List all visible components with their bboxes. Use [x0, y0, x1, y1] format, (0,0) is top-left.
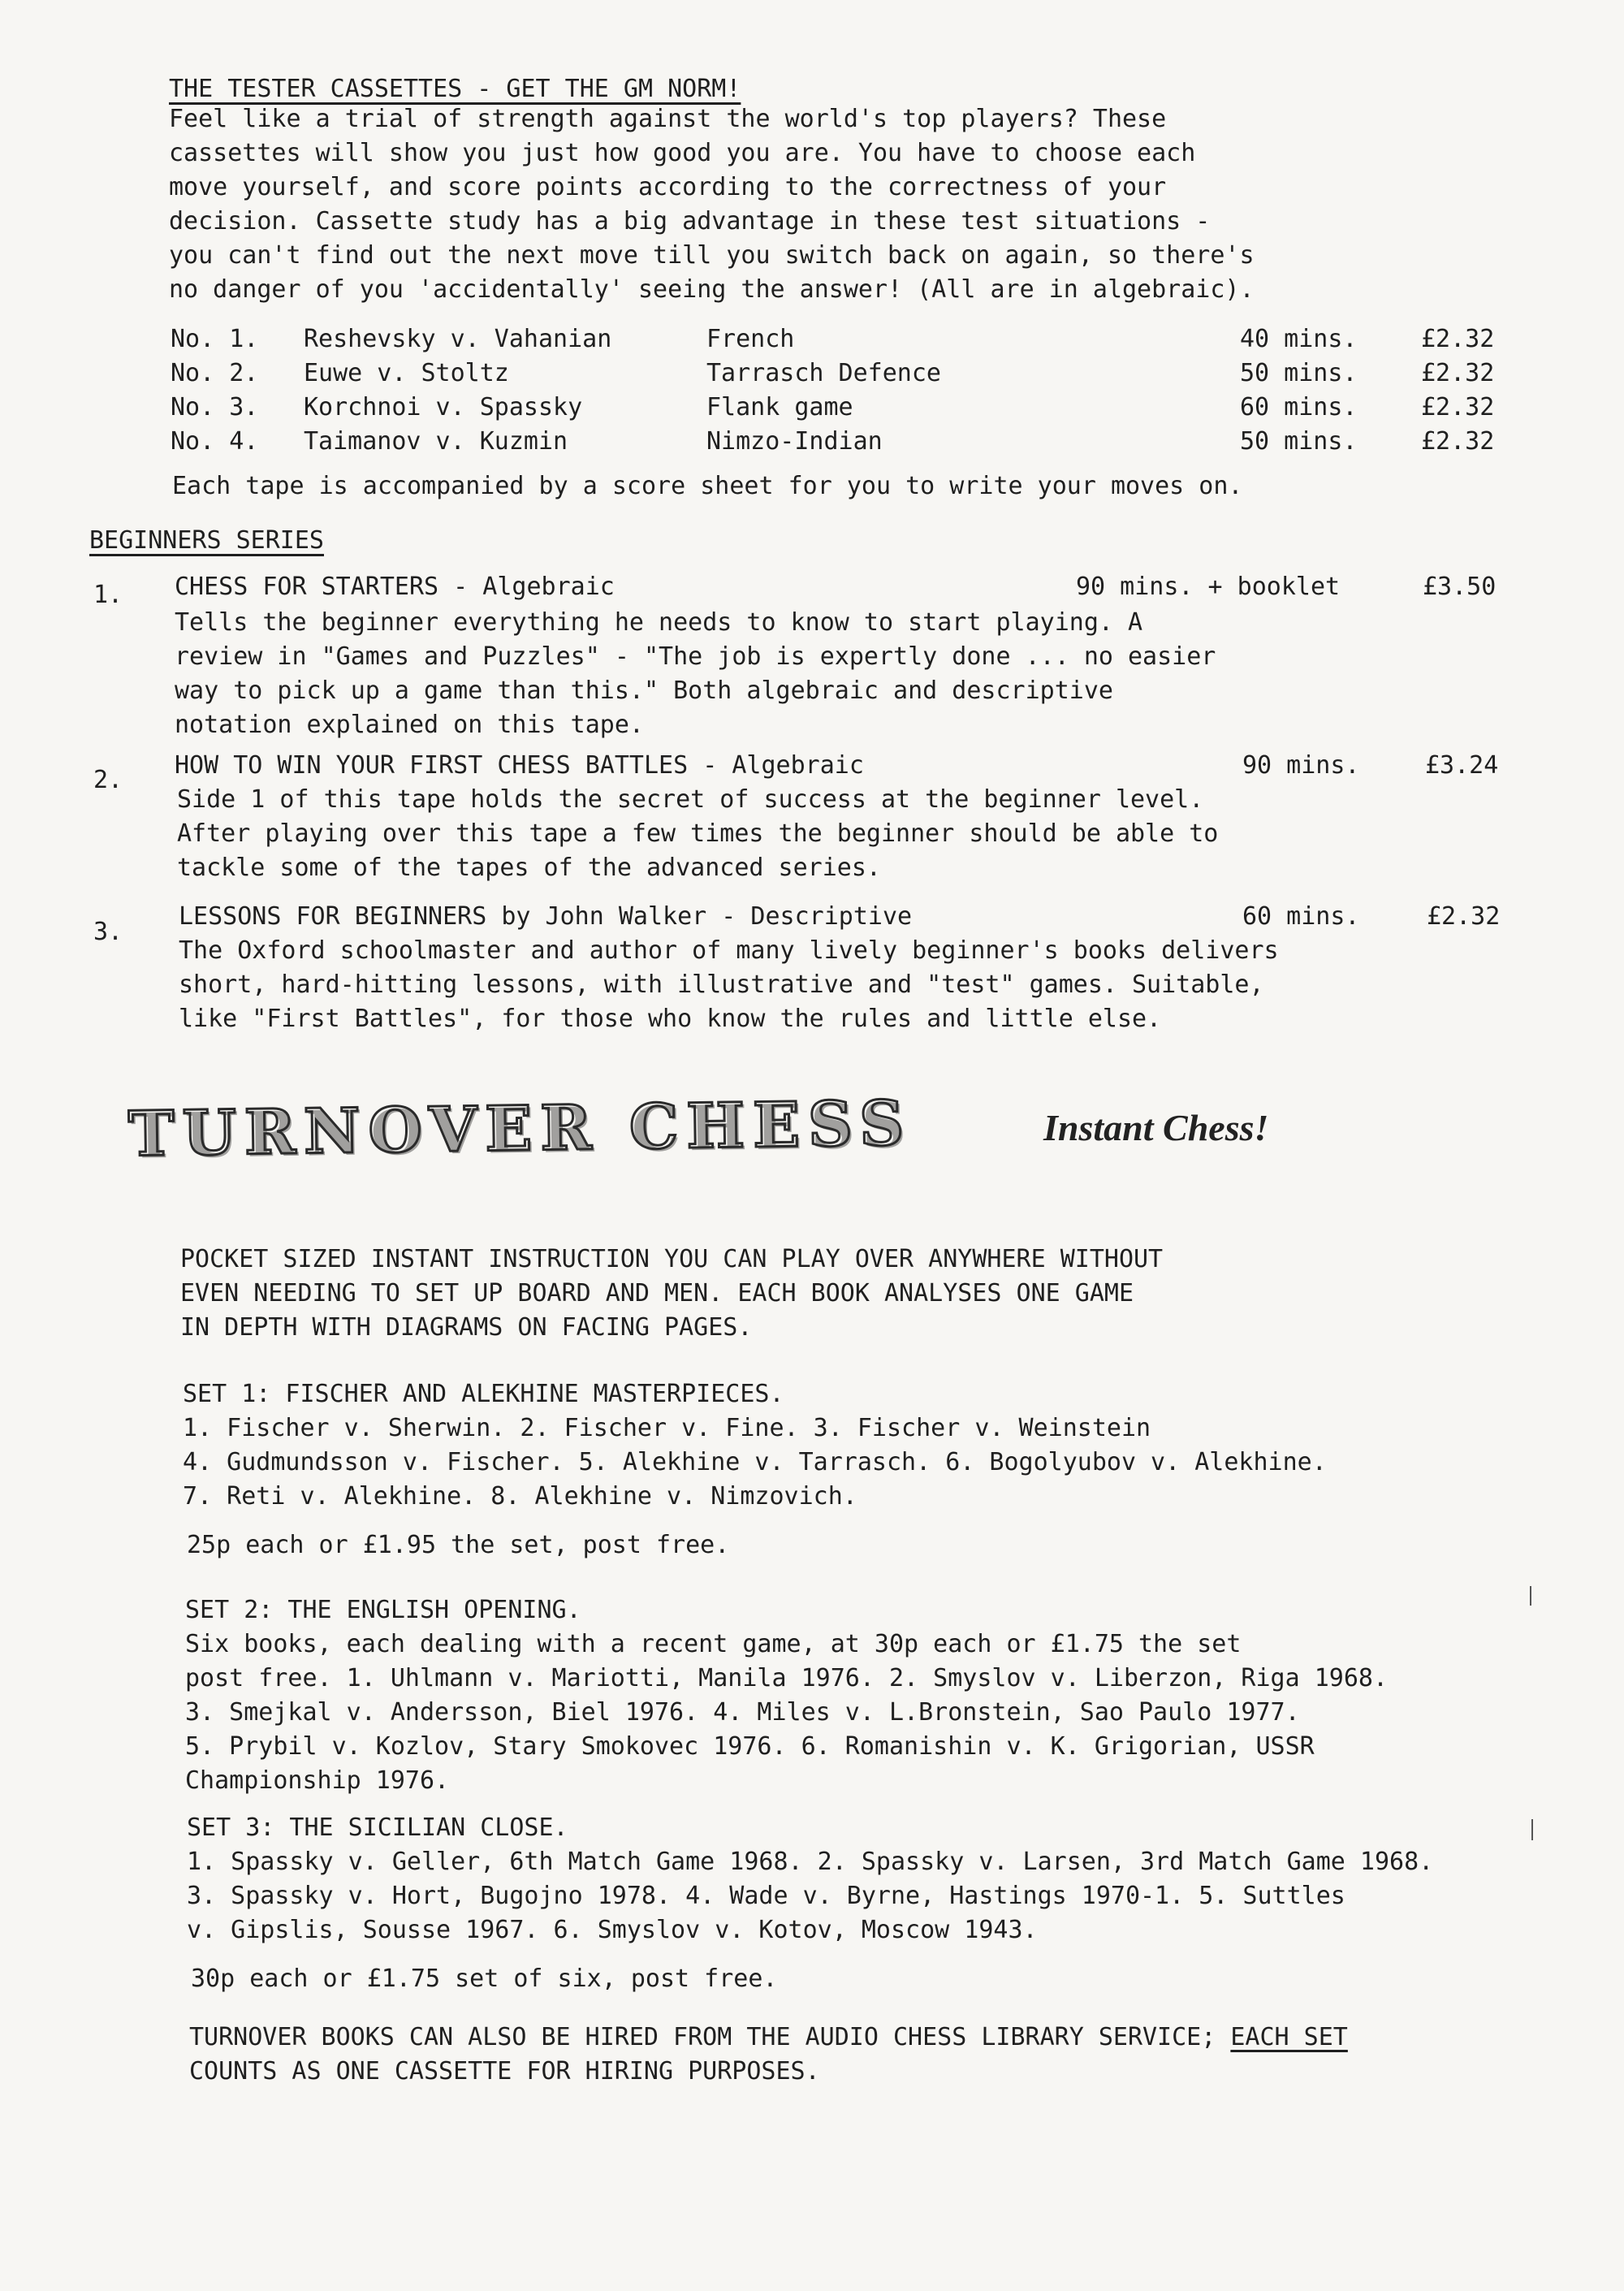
tape-duration: 50 mins. — [1240, 427, 1358, 456]
set-1-price: 25p each or £1.95 the set, post free. — [187, 1531, 730, 1559]
tape-number: No. 4. — [171, 427, 259, 456]
item-title: HOW TO WIN YOUR FIRST CHESS BATTLES - Algebraic — [175, 751, 864, 780]
tape-duration: 50 mins. — [1240, 359, 1358, 387]
set-2 — [185, 1593, 1388, 1798]
tape-opening: Tarrasch Defence — [706, 359, 941, 387]
hire-note-emphasis: EACH SET — [1230, 2023, 1348, 2051]
tester-intro-line: cassettes will show you just how good you are. You have to choose each — [169, 139, 1196, 167]
tape-duration: 60 mins. — [1240, 393, 1358, 421]
description-line: notation explained on this tape. — [175, 711, 644, 739]
tester-intro-line: no danger of you 'accidentally' seeing the answer! (All are in algebraic). — [169, 275, 1255, 304]
item-duration: 60 mins. — [1242, 902, 1360, 931]
description-line: Side 1 of this tape holds the secret of success at the beginner level. — [177, 785, 1204, 814]
intro-line: EVEN NEEDING TO SET UP BOARD AND MEN. EACH BOOK ANALYSES ONE GAME — [180, 1279, 1134, 1308]
set-heading: SET 2: THE ENGLISH OPENING. — [185, 1596, 581, 1624]
tester-footer: Each tape is accompanied by a score sheet for you to write your moves on. — [172, 472, 1243, 500]
item-number: 3. — [93, 918, 123, 946]
intro-line: IN DEPTH WITH DIAGRAMS ON FACING PAGES. — [180, 1313, 753, 1342]
tape-price: £2.32 — [1421, 325, 1495, 353]
description-line: The Oxford schoolmaster and author of many lively beginner's books delivers — [179, 936, 1279, 965]
tape-duration: 40 mins. — [1240, 325, 1358, 353]
tape-opening: Nimzo-Indian — [706, 427, 883, 456]
tape-price: £2.32 — [1421, 359, 1495, 387]
tape-game: Euwe v. Stoltz — [304, 359, 509, 387]
item-price: £3.24 — [1425, 751, 1499, 780]
tape-opening: French — [706, 325, 795, 353]
item-description — [179, 934, 1279, 1036]
description-line: like "First Battles", for those who know the rules and little else. — [179, 1005, 1162, 1033]
set-line: post free. 1. Uhlmann v. Mariotti, Manila 1976. 2. Smyslov v. Liberzon, Riga 1968. — [185, 1664, 1389, 1692]
set-3-price: 30p each or £1.75 set of six, post free. — [191, 1965, 778, 1993]
item-duration: 90 mins. + booklet — [1076, 573, 1341, 601]
description-line: short, hard-hitting lessons, with illustrative and "test" games. Suitable, — [179, 970, 1264, 999]
tester-intro-line: you can't find out the next move till you switch back on again, so there's — [169, 241, 1255, 270]
set-line: v. Gipslis, Sousse 1967. 6. Smyslov v. Kotov, Moscow 1943. — [187, 1916, 1038, 1944]
set-line: 1. Spassky v. Geller, 6th Match Game 1968. 2. Spassky v. Larsen, 3rd Match Game 1968. — [187, 1848, 1434, 1876]
set-line: Championship 1976. — [185, 1766, 450, 1795]
description-line: review in "Games and Puzzles" - "The job is expertly done ... no easier — [175, 642, 1216, 671]
item-number: 2. — [93, 766, 123, 794]
tape-game: Reshevsky v. Vahanian — [304, 325, 612, 353]
set-line: 3. Smejkal v. Andersson, Biel 1976. 4. Miles v. L.Bronstein, Sao Paulo 1977. — [185, 1698, 1300, 1727]
tape-opening: Flank game — [706, 393, 853, 421]
set-heading: SET 3: THE SICILIAN CLOSE. — [187, 1813, 568, 1842]
item-price: £2.32 — [1427, 902, 1501, 931]
description-line: After playing over this tape a few times the beginner should be able to — [177, 819, 1219, 848]
tape-price: £2.32 — [1421, 393, 1495, 421]
set-3 — [187, 1811, 1433, 1947]
set-line: 4. Gudmundsson v. Fischer. 5. Alekhine v. Tarrasch. 6. Bogolyubov v. Alekhine. — [183, 1448, 1327, 1476]
tape-number: No. 1. — [171, 325, 259, 353]
set-line: 3. Spassky v. Hort, Bugojno 1978. 4. Wade v. Byrne, Hastings 1970-1. 5. Suttles — [187, 1882, 1345, 1910]
turnover-chess-logo: TURNOVER CHESS — [127, 1087, 913, 1170]
beginners-heading: BEGINNERS SERIES — [89, 526, 324, 555]
item-duration: 90 mins. — [1242, 751, 1360, 780]
item-title: LESSONS FOR BEGINNERS by John Walker - Descriptive — [179, 902, 913, 931]
hire-note-line: COUNTS AS ONE CASSETTE FOR HIRING PURPOSES. — [189, 2057, 820, 2086]
tape-price: £2.32 — [1421, 427, 1495, 456]
set-heading: SET 1: FISCHER AND ALEKHINE MASTERPIECES. — [183, 1380, 784, 1408]
hire-note-line — [189, 2021, 1348, 2055]
tape-game: Taimanov v. Kuzmin — [304, 427, 568, 456]
item-title: CHESS FOR STARTERS - Algebraic — [175, 573, 615, 601]
hire-note-text: TURNOVER BOOKS CAN ALSO BE HIRED FROM THE AUDIO CHESS LIBRARY SERVICE; — [189, 2023, 1231, 2051]
item-number: 1. — [93, 581, 123, 609]
tape-number: No. 2. — [171, 359, 259, 387]
set-line: Six books, each dealing with a recent game, at 30p each or £1.75 the set — [185, 1630, 1242, 1658]
tape-number: No. 3. — [171, 393, 259, 421]
tester-intro-line: Feel like a trial of strength against the world's top players? These — [169, 105, 1167, 133]
set-line: 7. Reti v. Alekhine. 8. Alekhine v. Nimzovich. — [183, 1482, 857, 1511]
margin-mark — [1530, 1586, 1531, 1606]
description-line: tackle some of the tapes of the advanced series. — [177, 854, 881, 882]
tape-game: Korchnoi v. Spassky — [304, 393, 583, 421]
tester-heading: THE TESTER CASSETTES - GET THE GM NORM! — [169, 75, 741, 103]
tester-intro — [169, 102, 1255, 307]
item-description — [175, 606, 1216, 742]
set-line: 1. Fischer v. Sherwin. 2. Fischer v. Fine. 3. Fischer v. Weinstein — [183, 1414, 1151, 1442]
turnover-intro — [180, 1243, 1163, 1345]
set-line: 5. Prybil v. Kozlov, Stary Smokovec 1976. 6. Romanishin v. K. Grigorian, USSR — [185, 1732, 1315, 1761]
description-line: Tells the beginner everything he needs to know to start playing. A — [175, 608, 1143, 637]
description-line: way to pick up a game than this." Both algebraic and descriptive — [175, 676, 1113, 705]
set-1 — [183, 1377, 1327, 1514]
hire-note — [189, 2021, 1348, 2089]
tester-intro-line: decision. Cassette study has a big advantage in these test situations - — [169, 207, 1211, 236]
margin-mark — [1531, 1819, 1533, 1840]
tester-intro-line: move yourself, and score points according to the correctness of your — [169, 173, 1167, 201]
instant-chess-tagline: Instant Chess! — [1043, 1107, 1269, 1148]
item-price: £3.50 — [1423, 573, 1497, 601]
item-description — [177, 783, 1218, 885]
intro-line: POCKET SIZED INSTANT INSTRUCTION YOU CAN PLAY OVER ANYWHERE WITHOUT — [180, 1245, 1164, 1273]
